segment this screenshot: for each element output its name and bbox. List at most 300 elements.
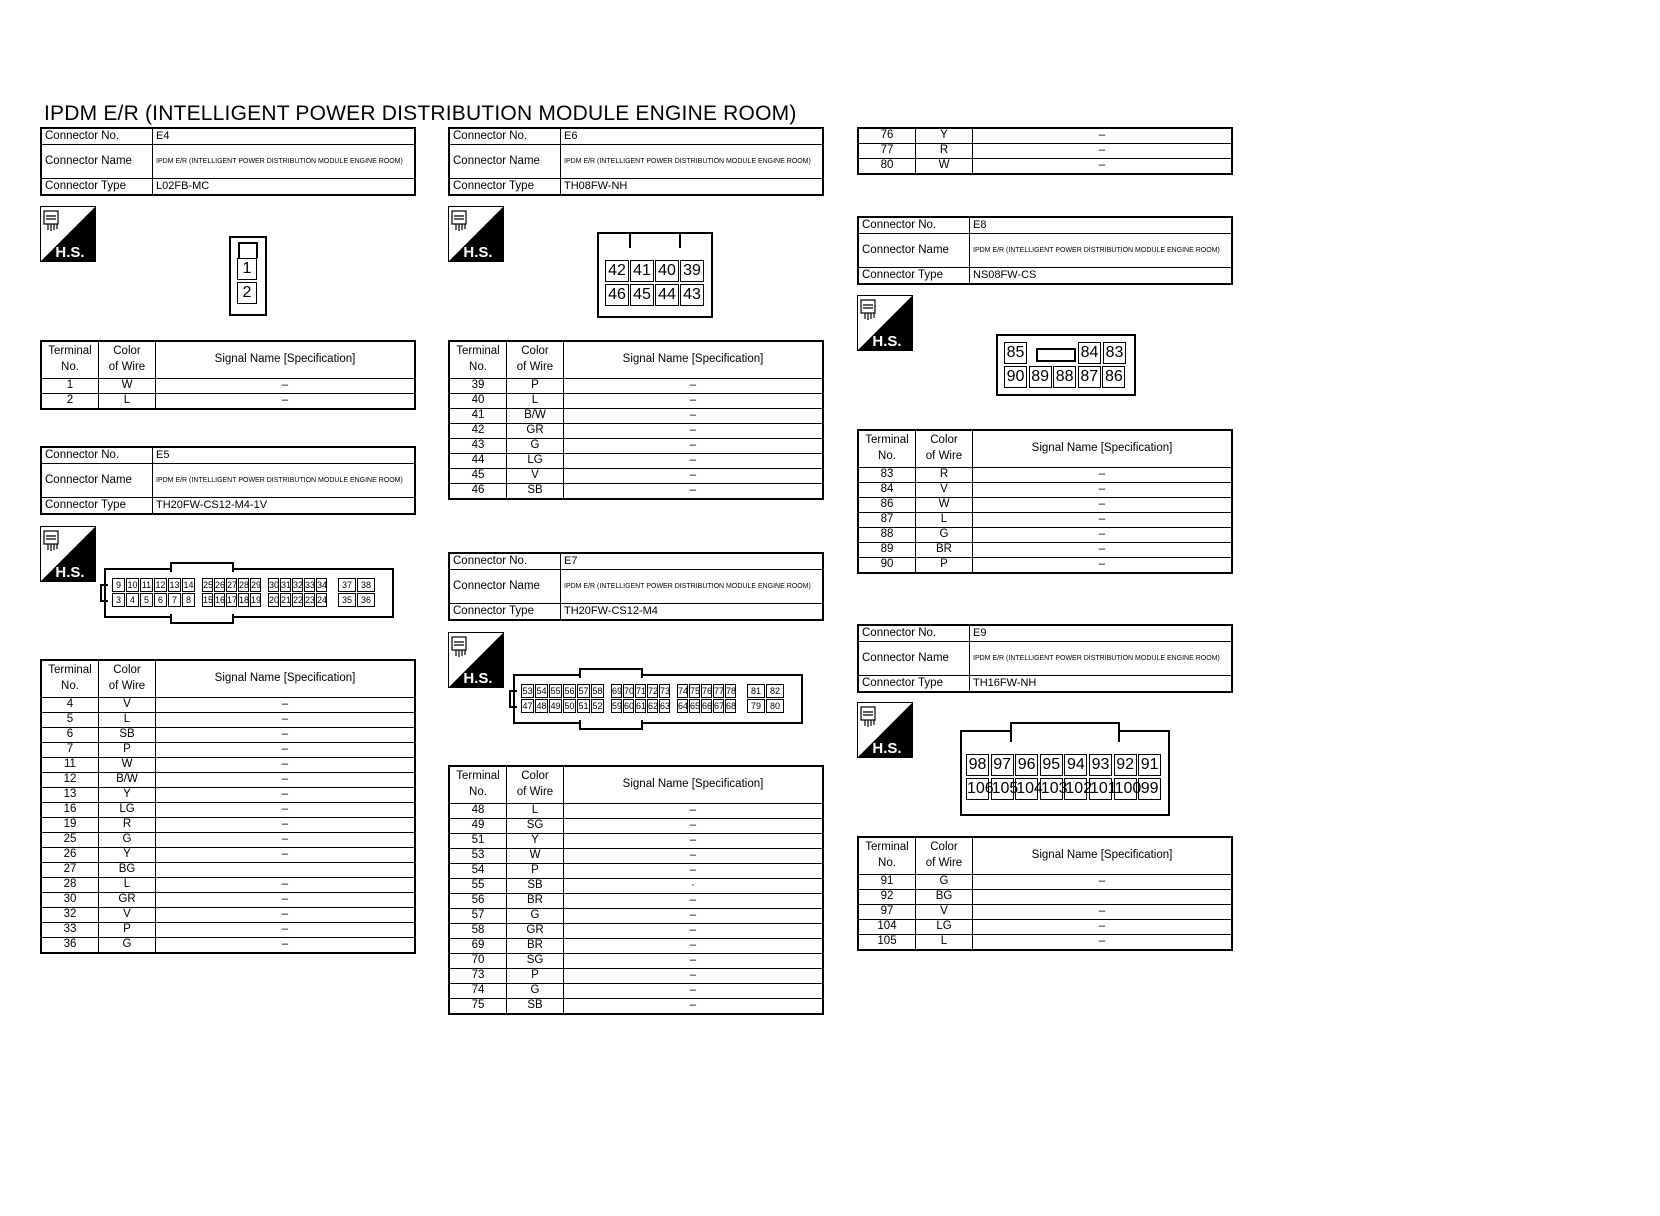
terminal-no-cell: 45 (449, 469, 507, 484)
wire-color-cell: P (507, 379, 564, 394)
wire-color-cell: Y (99, 788, 156, 803)
connector-pin: 53 (522, 686, 533, 696)
wire-color-cell: SG (507, 819, 564, 834)
signal-name-cell: – (564, 864, 824, 879)
connector-pin: 86 (1102, 366, 1125, 388)
table-row (41, 713, 415, 728)
connector-pin: 94 (1064, 754, 1087, 776)
wire-color-cell: GR (99, 893, 156, 908)
table-row (858, 935, 1232, 951)
terminal-no-cell: 48 (449, 804, 507, 819)
connector-pin: 104 (1015, 778, 1038, 800)
wire-color-cell: Y (916, 128, 973, 144)
label-connector-no: Connector No. (449, 128, 561, 145)
terminal-no-cell: 53 (449, 849, 507, 864)
connector-no-value: E5 (153, 447, 416, 464)
signal-name-cell: – (156, 938, 416, 954)
connector-housing (579, 720, 643, 730)
signal-name-cell: – (973, 558, 1233, 574)
connector-pin: 66 (702, 701, 713, 711)
connector-pin: 27 (227, 580, 238, 590)
terminal-no-cell: 105 (858, 935, 916, 951)
connector-pin: 40 (655, 260, 679, 282)
connector-pin: 7 (168, 593, 181, 607)
signal-name-cell: – (973, 144, 1233, 159)
connector-e6-diagram (597, 232, 713, 318)
connector-pin: 18 (239, 595, 250, 605)
connector-e5-diagram (104, 568, 394, 618)
terminal-no-cell: 1 (41, 379, 99, 394)
wire-color-cell: G (99, 833, 156, 848)
signal-name-cell: – (564, 894, 824, 909)
table-row (858, 483, 1232, 498)
connector-pin: 19 (251, 595, 262, 605)
color-of-wire-header: Color of Wire (916, 837, 973, 875)
connector-pin: 101 (1089, 778, 1112, 800)
table-row (449, 409, 823, 424)
signal-name-cell: – (564, 939, 824, 954)
terminal-no-cell: 91 (858, 875, 916, 890)
connector-pin: 29 (251, 580, 262, 590)
table-row (41, 923, 415, 938)
connector-pin: 50 (564, 701, 575, 711)
signal-name-cell: – (564, 834, 824, 849)
terminal-no-cell: 42 (449, 424, 507, 439)
signal-name-cell: – (564, 849, 824, 864)
connector-e4-diagram (229, 236, 267, 316)
table-row (858, 558, 1232, 574)
table-row (41, 893, 415, 908)
wire-color-cell: L (916, 935, 973, 951)
signal-name-cell: – (564, 394, 824, 409)
terminal-no-cell: 84 (858, 483, 916, 498)
connector-pin: 81 (747, 684, 765, 698)
signal-name-cell: – (156, 893, 416, 908)
signal-name-cell: – (156, 908, 416, 923)
wire-color-cell: L (916, 513, 973, 528)
table-row (858, 159, 1232, 175)
connector-name-value: IPDM E/R (INTELLIGENT POWER DISTRIBUTION MODULE ENGINE ROOM) (970, 642, 1233, 676)
connector-pin: 3 (112, 593, 125, 607)
wire-color-cell: V (99, 698, 156, 713)
table-row (449, 849, 823, 864)
signal-name-cell: – (973, 128, 1233, 144)
connector-e5-terminal-table (40, 659, 416, 954)
wire-color-cell: LG (916, 920, 973, 935)
connector-type-value: NS08FW-CS (970, 268, 1233, 285)
terminal-no-cell: 12 (41, 773, 99, 788)
table-row (449, 984, 823, 999)
connector-pin: 78 (726, 686, 737, 696)
hs-icon (40, 526, 96, 582)
wire-color-cell: R (916, 144, 973, 159)
connector-e6-info (448, 127, 824, 196)
table-row (858, 468, 1232, 483)
connector-e4-terminal-table (40, 340, 416, 410)
terminal-no-cell: 83 (858, 468, 916, 483)
terminal-no-cell: 44 (449, 454, 507, 469)
signal-name-cell: – (564, 984, 824, 999)
connector-housing (238, 242, 258, 258)
hs-label: H.S. (463, 670, 493, 687)
table-row (858, 513, 1232, 528)
connector-pin: 21 (281, 595, 292, 605)
signal-name-cell: – (156, 728, 416, 743)
connector-housing (509, 690, 517, 708)
connector-pin: 83 (1103, 342, 1126, 364)
connector-e5-info (40, 446, 416, 515)
connector-name-value: IPDM E/R (INTELLIGENT POWER DISTRIBUTION MODULE ENGINE ROOM) (153, 464, 416, 498)
connector-pin: 44 (655, 284, 679, 306)
connector-pin: 97 (991, 754, 1014, 776)
connector-pin: 55 (550, 686, 561, 696)
terminal-no-cell: 30 (41, 893, 99, 908)
signal-name-header: Signal Name [Specification] (973, 837, 1233, 875)
connector-pin: 5 (140, 593, 153, 607)
wire-color-cell: SB (507, 484, 564, 500)
connector-pin: 96 (1015, 754, 1038, 776)
table-row (449, 424, 823, 439)
wire-color-cell: V (99, 908, 156, 923)
connector-e7-terminal-table (448, 765, 824, 1015)
connector-pin: 14 (183, 580, 194, 590)
hs-icon (40, 206, 96, 262)
terminal-no-cell: 16 (41, 803, 99, 818)
wire-color-cell: B/W (507, 409, 564, 424)
terminal-no-cell: 51 (449, 834, 507, 849)
connector-pin: 70 (624, 686, 635, 696)
label-connector-no: Connector No. (41, 128, 153, 145)
terminal-no-cell: 89 (858, 543, 916, 558)
terminal-no-cell: 97 (858, 905, 916, 920)
wire-color-cell: G (916, 528, 973, 543)
color-of-wire-header: Color of Wire (99, 341, 156, 379)
color-of-wire-header: Color of Wire (916, 430, 973, 468)
label-connector-name: Connector Name (41, 145, 153, 179)
wire-color-cell: SB (507, 999, 564, 1015)
signal-name-cell: – (564, 954, 824, 969)
label-connector-name: Connector Name (41, 464, 153, 498)
connector-pin: 63 (660, 701, 671, 711)
table-row (449, 999, 823, 1015)
wire-color-cell: R (99, 818, 156, 833)
signal-name-cell: – (973, 935, 1233, 951)
wire-color-cell: W (99, 758, 156, 773)
signal-name-cell: – (973, 468, 1233, 483)
terminal-no-cell: 104 (858, 920, 916, 935)
table-row (41, 878, 415, 893)
terminal-no-cell: 32 (41, 908, 99, 923)
connector-pin: 57 (578, 686, 589, 696)
connector-pin: 20 (269, 595, 280, 605)
connector-pin: 15 (203, 595, 214, 605)
connector-pin: 10 (127, 580, 138, 590)
terminal-no-header: Terminal No. (858, 430, 916, 468)
signal-name-cell: – (973, 513, 1233, 528)
connector-pin: 2 (237, 282, 257, 304)
label-connector-name: Connector Name (449, 570, 561, 604)
connector-pin: 23 (305, 595, 316, 605)
connector-pin: 85 (1004, 342, 1027, 364)
connector-no-value: E8 (970, 217, 1233, 234)
connector-pin: 61 (636, 701, 647, 711)
signal-name-cell: – (973, 920, 1233, 935)
connector-pin: 60 (624, 701, 635, 711)
connector-name-value: IPDM E/R (INTELLIGENT POWER DISTRIBUTION MODULE ENGINE ROOM) (561, 570, 824, 604)
terminal-no-header: Terminal No. (449, 341, 507, 379)
wire-color-cell: P (916, 558, 973, 574)
connector-pin: 93 (1089, 754, 1112, 776)
connector-pin: 52 (592, 701, 603, 711)
signal-name-cell: – (564, 804, 824, 819)
wire-color-cell: BG (916, 890, 973, 905)
connector-pin: 103 (1040, 778, 1063, 800)
signal-name-cell: – (564, 969, 824, 984)
connector-pin: 51 (578, 701, 589, 711)
wire-color-cell: BR (507, 894, 564, 909)
table-row (41, 788, 415, 803)
connector-pin: 58 (592, 686, 603, 696)
terminal-no-cell: 33 (41, 923, 99, 938)
table-row (41, 379, 415, 394)
connector-pin: 67 (714, 701, 725, 711)
connector-housing (579, 668, 643, 678)
connector-pin: 31 (281, 580, 292, 590)
connector-pin: 11 (141, 580, 152, 590)
wire-color-cell: SB (99, 728, 156, 743)
table-row (41, 863, 415, 878)
terminal-no-cell: 49 (449, 819, 507, 834)
terminal-no-cell: 5 (41, 713, 99, 728)
table-row (858, 543, 1232, 558)
table-row (41, 698, 415, 713)
signal-name-cell: · (564, 879, 824, 894)
connector-housing (629, 232, 681, 248)
connector-pin: 106 (966, 778, 989, 800)
wire-color-cell: BR (916, 543, 973, 558)
connector-pin: 68 (726, 701, 737, 711)
label-connector-type: Connector Type (449, 179, 561, 196)
connector-e9-info (857, 624, 1233, 693)
color-of-wire-header: Color of Wire (99, 660, 156, 698)
label-connector-name: Connector Name (858, 642, 970, 676)
signal-name-cell: – (973, 543, 1233, 558)
connector-no-value: E4 (153, 128, 416, 145)
connector-pin: 24 (317, 595, 328, 605)
wire-color-cell: V (916, 905, 973, 920)
terminal-no-cell: 80 (858, 159, 916, 175)
table-row (41, 818, 415, 833)
wire-color-cell: L (507, 804, 564, 819)
wire-color-cell: G (507, 984, 564, 999)
connector-pin: 84 (1078, 342, 1101, 364)
wire-color-cell: Y (507, 834, 564, 849)
wire-color-cell: LG (507, 454, 564, 469)
wire-color-cell: W (916, 498, 973, 513)
signal-name-cell: – (156, 833, 416, 848)
hs-icon (857, 295, 913, 351)
wire-color-cell: R (916, 468, 973, 483)
wire-color-cell: V (916, 483, 973, 498)
table-row (858, 890, 1232, 905)
connector-type-value: TH16FW-NH (970, 676, 1233, 693)
connector-pin: 88 (1053, 366, 1076, 388)
connector-e7-terminal-table-continued (857, 127, 1233, 175)
signal-name-header: Signal Name [Specification] (156, 341, 416, 379)
label-connector-name: Connector Name (449, 145, 561, 179)
terminal-no-cell: 87 (858, 513, 916, 528)
hs-icon (448, 632, 504, 688)
signal-name-cell: – (973, 528, 1233, 543)
signal-name-cell: – (156, 773, 416, 788)
connector-pin: 76 (702, 686, 713, 696)
wire-color-cell: GR (507, 424, 564, 439)
signal-name-cell: – (156, 788, 416, 803)
signal-name-header: Signal Name [Specification] (564, 766, 824, 804)
signal-name-cell: – (156, 758, 416, 773)
table-row (858, 528, 1232, 543)
connector-pin: 90 (1004, 366, 1027, 388)
connector-pin: 13 (169, 580, 180, 590)
page-title: IPDM E/R (INTELLIGENT POWER DISTRIBUTION MODULE ENGINE ROOM) (44, 102, 797, 125)
connector-pin: 22 (293, 595, 304, 605)
terminal-no-cell: 86 (858, 498, 916, 513)
color-of-wire-header: Color of Wire (507, 766, 564, 804)
table-row (41, 938, 415, 954)
terminal-no-cell: 75 (449, 999, 507, 1015)
terminal-no-cell: 70 (449, 954, 507, 969)
table-row (41, 908, 415, 923)
hs-label: H.S. (872, 333, 902, 350)
connector-pin: 43 (680, 284, 704, 306)
connector-pin: 28 (239, 580, 250, 590)
signal-name-cell: – (156, 394, 416, 410)
wire-color-cell: L (507, 394, 564, 409)
table-row (41, 833, 415, 848)
signal-name-cell: – (564, 424, 824, 439)
terminal-no-header: Terminal No. (449, 766, 507, 804)
signal-name-cell: – (156, 713, 416, 728)
connector-pin: 73 (660, 686, 671, 696)
connector-no-value: E7 (561, 553, 824, 570)
signal-name-header: Signal Name [Specification] (564, 341, 824, 379)
label-connector-no: Connector No. (858, 625, 970, 642)
connector-pin: 30 (269, 580, 280, 590)
wire-color-cell: LG (99, 803, 156, 818)
wire-color-cell: BG (99, 863, 156, 878)
signal-name-cell: – (973, 159, 1233, 175)
connector-pin: 32 (293, 580, 304, 590)
table-row (449, 924, 823, 939)
terminal-no-cell: 57 (449, 909, 507, 924)
connector-pin: 16 (215, 595, 226, 605)
connector-housing (170, 562, 234, 572)
connector-pin: 46 (605, 284, 629, 306)
connector-e6-terminal-table (448, 340, 824, 500)
wire-color-cell: G (507, 909, 564, 924)
connector-pin: 74 (678, 686, 689, 696)
table-row (41, 758, 415, 773)
table-row (449, 864, 823, 879)
signal-name-cell: – (564, 909, 824, 924)
table-row (449, 439, 823, 454)
connector-e7-info (448, 552, 824, 621)
terminal-no-header: Terminal No. (858, 837, 916, 875)
connector-name-value: IPDM E/R (INTELLIGENT POWER DISTRIBUTION MODULE ENGINE ROOM) (153, 145, 416, 179)
table-row (858, 875, 1232, 890)
connector-pin: 95 (1040, 754, 1063, 776)
connector-pin: 35 (338, 593, 356, 607)
table-row (858, 144, 1232, 159)
connector-pin: 100 (1114, 778, 1137, 800)
connector-pin: 8 (182, 593, 195, 607)
connector-e8-terminal-table (857, 429, 1233, 574)
terminal-no-header: Terminal No. (41, 341, 99, 379)
signal-name-cell: – (156, 923, 416, 938)
connector-pin: 41 (630, 260, 654, 282)
hs-label: H.S. (463, 244, 493, 261)
terminal-no-cell: 88 (858, 528, 916, 543)
connector-pin: 89 (1029, 366, 1052, 388)
hs-label: H.S. (55, 564, 85, 581)
signal-name-cell: – (973, 498, 1233, 513)
wire-color-cell: P (99, 743, 156, 758)
connector-pin: 99 (1138, 778, 1161, 800)
terminal-no-cell: 46 (449, 484, 507, 500)
table-row (449, 394, 823, 409)
terminal-no-cell: 7 (41, 743, 99, 758)
connector-pin: 6 (154, 593, 167, 607)
terminal-no-cell: 39 (449, 379, 507, 394)
connector-pin: 72 (648, 686, 659, 696)
connector-pin: 79 (747, 699, 765, 713)
connector-pin: 45 (630, 284, 654, 306)
connector-e4-info (40, 127, 416, 196)
connector-pin: 71 (636, 686, 647, 696)
label-connector-type: Connector Type (858, 268, 970, 285)
connector-housing (100, 584, 108, 602)
connector-pin: 59 (612, 701, 623, 711)
table-row (449, 819, 823, 834)
terminal-no-cell: 28 (41, 878, 99, 893)
wire-color-cell: L (99, 878, 156, 893)
wire-color-cell: B/W (99, 773, 156, 788)
connector-pin: 9 (112, 578, 125, 592)
signal-name-cell (973, 890, 1233, 905)
terminal-no-cell: 6 (41, 728, 99, 743)
wire-color-cell: Y (99, 848, 156, 863)
signal-name-cell: – (156, 743, 416, 758)
terminal-no-cell: 25 (41, 833, 99, 848)
table-row (449, 804, 823, 819)
signal-name-cell: – (564, 409, 824, 424)
terminal-no-cell: 77 (858, 144, 916, 159)
wire-color-cell: W (99, 379, 156, 394)
terminal-no-cell: 55 (449, 879, 507, 894)
label-connector-no: Connector No. (41, 447, 153, 464)
connector-pin: 33 (305, 580, 316, 590)
connector-pin: 82 (766, 684, 784, 698)
terminal-no-cell: 26 (41, 848, 99, 863)
signal-name-cell: – (564, 999, 824, 1015)
terminal-no-cell: 43 (449, 439, 507, 454)
label-connector-no: Connector No. (449, 553, 561, 570)
table-row (858, 128, 1232, 144)
label-connector-type: Connector Type (41, 179, 153, 196)
label-connector-type: Connector Type (858, 676, 970, 693)
terminal-no-cell: 92 (858, 890, 916, 905)
signal-name-cell: – (156, 818, 416, 833)
